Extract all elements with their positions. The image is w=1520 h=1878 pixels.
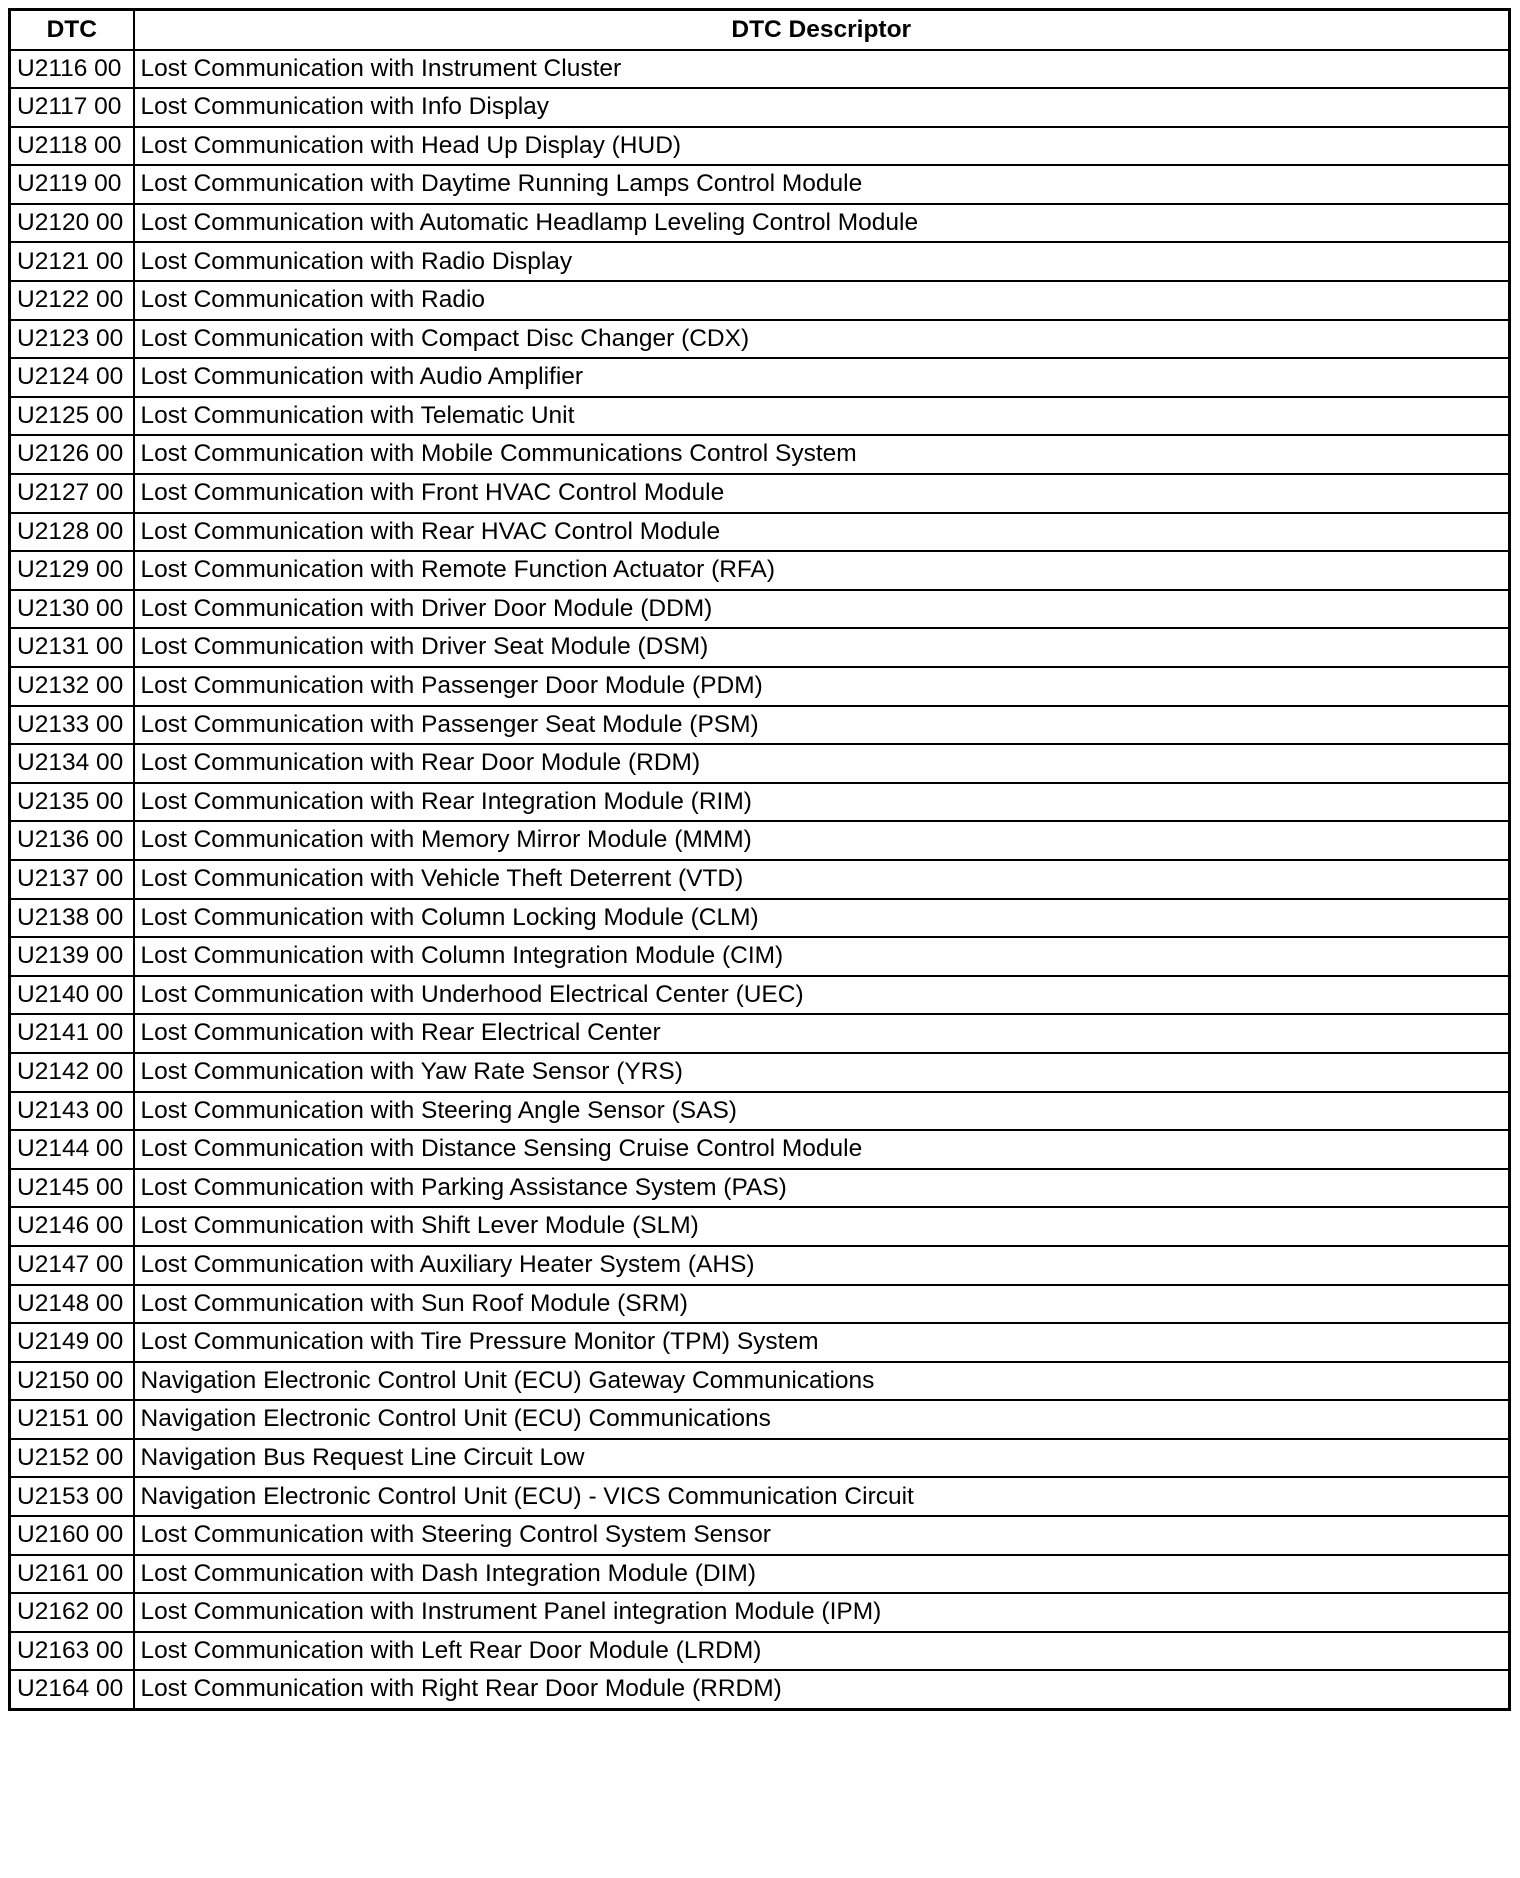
dtc-code: U2140 00 bbox=[10, 976, 134, 1015]
table-row bbox=[10, 513, 1510, 552]
dtc-descriptor: Lost Communication with Rear Integration Module (RIM) bbox=[134, 783, 1510, 822]
dtc-descriptor: Lost Communication with Sun Roof Module (SRM) bbox=[134, 1285, 1510, 1324]
dtc-descriptor: Lost Communication with Instrument Cluster bbox=[134, 50, 1510, 89]
table-row bbox=[10, 1246, 1510, 1285]
dtc-code: U2134 00 bbox=[10, 744, 134, 783]
dtc-code: U2163 00 bbox=[10, 1632, 134, 1671]
table-header bbox=[10, 10, 1510, 50]
dtc-code: U2152 00 bbox=[10, 1439, 134, 1478]
dtc-descriptor: Lost Communication with Rear Door Module (RDM) bbox=[134, 744, 1510, 783]
dtc-descriptor: Lost Communication with Daytime Running Lamps Control Module bbox=[134, 165, 1510, 204]
dtc-code: U2130 00 bbox=[10, 590, 134, 629]
dtc-table bbox=[8, 8, 1511, 1711]
column-header-descriptor: DTC Descriptor bbox=[134, 10, 1510, 50]
dtc-code: U2150 00 bbox=[10, 1362, 134, 1401]
dtc-descriptor: Lost Communication with Distance Sensing Cruise Control Module bbox=[134, 1130, 1510, 1169]
dtc-code: U2125 00 bbox=[10, 397, 134, 436]
dtc-code: U2128 00 bbox=[10, 513, 134, 552]
table-row bbox=[10, 706, 1510, 745]
dtc-descriptor: Lost Communication with Steering Control System Sensor bbox=[134, 1516, 1510, 1555]
table-row bbox=[10, 204, 1510, 243]
dtc-code: U2135 00 bbox=[10, 783, 134, 822]
table-row bbox=[10, 1593, 1510, 1632]
dtc-descriptor: Lost Communication with Underhood Electrical Center (UEC) bbox=[134, 976, 1510, 1015]
table-row bbox=[10, 1400, 1510, 1439]
table-row bbox=[10, 1670, 1510, 1709]
table-row bbox=[10, 821, 1510, 860]
dtc-descriptor: Lost Communication with Remote Function Actuator (RFA) bbox=[134, 551, 1510, 590]
dtc-code: U2131 00 bbox=[10, 628, 134, 667]
dtc-code: U2164 00 bbox=[10, 1670, 134, 1709]
table-row bbox=[10, 1130, 1510, 1169]
table-row bbox=[10, 899, 1510, 938]
table-row bbox=[10, 435, 1510, 474]
table-row bbox=[10, 860, 1510, 899]
dtc-code: U2133 00 bbox=[10, 706, 134, 745]
dtc-descriptor: Lost Communication with Memory Mirror Module (MMM) bbox=[134, 821, 1510, 860]
dtc-descriptor: Lost Communication with Passenger Door Module (PDM) bbox=[134, 667, 1510, 706]
dtc-descriptor: Lost Communication with Right Rear Door Module (RRDM) bbox=[134, 1670, 1510, 1709]
dtc-code: U2118 00 bbox=[10, 127, 134, 166]
table-row bbox=[10, 127, 1510, 166]
dtc-code: U2162 00 bbox=[10, 1593, 134, 1632]
table-row bbox=[10, 1092, 1510, 1131]
table-row bbox=[10, 242, 1510, 281]
header-row bbox=[10, 10, 1510, 50]
dtc-descriptor: Lost Communication with Automatic Headlamp Leveling Control Module bbox=[134, 204, 1510, 243]
dtc-code: U2138 00 bbox=[10, 899, 134, 938]
dtc-descriptor: Navigation Electronic Control Unit (ECU) - VICS Communication Circuit bbox=[134, 1477, 1510, 1516]
table-row bbox=[10, 1362, 1510, 1401]
dtc-code: U2153 00 bbox=[10, 1477, 134, 1516]
dtc-descriptor: Lost Communication with Passenger Seat Module (PSM) bbox=[134, 706, 1510, 745]
dtc-code: U2124 00 bbox=[10, 358, 134, 397]
dtc-descriptor: Lost Communication with Yaw Rate Sensor (YRS) bbox=[134, 1053, 1510, 1092]
dtc-code: U2148 00 bbox=[10, 1285, 134, 1324]
table-row bbox=[10, 937, 1510, 976]
table-row bbox=[10, 165, 1510, 204]
dtc-code: U2120 00 bbox=[10, 204, 134, 243]
dtc-descriptor: Lost Communication with Radio bbox=[134, 281, 1510, 320]
dtc-descriptor: Lost Communication with Compact Disc Changer (CDX) bbox=[134, 320, 1510, 359]
table-row bbox=[10, 1555, 1510, 1594]
dtc-code: U2117 00 bbox=[10, 88, 134, 127]
table-row bbox=[10, 667, 1510, 706]
table-row bbox=[10, 976, 1510, 1015]
dtc-code: U2136 00 bbox=[10, 821, 134, 860]
dtc-code: U2151 00 bbox=[10, 1400, 134, 1439]
dtc-code: U2144 00 bbox=[10, 1130, 134, 1169]
table-row bbox=[10, 50, 1510, 89]
dtc-descriptor: Navigation Electronic Control Unit (ECU) Communications bbox=[134, 1400, 1510, 1439]
dtc-descriptor: Lost Communication with Driver Seat Module (DSM) bbox=[134, 628, 1510, 667]
dtc-descriptor: Lost Communication with Column Integration Module (CIM) bbox=[134, 937, 1510, 976]
table-row bbox=[10, 1516, 1510, 1555]
table-row bbox=[10, 551, 1510, 590]
dtc-descriptor: Navigation Electronic Control Unit (ECU) Gateway Communications bbox=[134, 1362, 1510, 1401]
dtc-descriptor: Lost Communication with Auxiliary Heater System (AHS) bbox=[134, 1246, 1510, 1285]
dtc-descriptor: Lost Communication with Shift Lever Module (SLM) bbox=[134, 1207, 1510, 1246]
table-row bbox=[10, 88, 1510, 127]
dtc-descriptor: Lost Communication with Left Rear Door Module (LRDM) bbox=[134, 1632, 1510, 1671]
dtc-descriptor: Lost Communication with Driver Door Module (DDM) bbox=[134, 590, 1510, 629]
dtc-code: U2146 00 bbox=[10, 1207, 134, 1246]
table-row bbox=[10, 628, 1510, 667]
dtc-descriptor: Lost Communication with Front HVAC Control Module bbox=[134, 474, 1510, 513]
dtc-descriptor: Lost Communication with Head Up Display (HUD) bbox=[134, 127, 1510, 166]
table-row bbox=[10, 1439, 1510, 1478]
dtc-descriptor: Lost Communication with Telematic Unit bbox=[134, 397, 1510, 436]
table-row bbox=[10, 1169, 1510, 1208]
dtc-descriptor: Lost Communication with Parking Assistance System (PAS) bbox=[134, 1169, 1510, 1208]
dtc-code: U2142 00 bbox=[10, 1053, 134, 1092]
dtc-code: U2160 00 bbox=[10, 1516, 134, 1555]
dtc-descriptor: Lost Communication with Mobile Communications Control System bbox=[134, 435, 1510, 474]
dtc-code: U2145 00 bbox=[10, 1169, 134, 1208]
dtc-descriptor: Navigation Bus Request Line Circuit Low bbox=[134, 1439, 1510, 1478]
dtc-code: U2122 00 bbox=[10, 281, 134, 320]
dtc-code: U2129 00 bbox=[10, 551, 134, 590]
table-row bbox=[10, 397, 1510, 436]
dtc-code: U2121 00 bbox=[10, 242, 134, 281]
dtc-code: U2119 00 bbox=[10, 165, 134, 204]
table-row bbox=[10, 1207, 1510, 1246]
dtc-descriptor: Lost Communication with Steering Angle Sensor (SAS) bbox=[134, 1092, 1510, 1131]
dtc-code: U2141 00 bbox=[10, 1014, 134, 1053]
table-row bbox=[10, 744, 1510, 783]
dtc-descriptor: Lost Communication with Radio Display bbox=[134, 242, 1510, 281]
dtc-descriptor: Lost Communication with Rear Electrical Center bbox=[134, 1014, 1510, 1053]
dtc-code: U2139 00 bbox=[10, 937, 134, 976]
dtc-code: U2127 00 bbox=[10, 474, 134, 513]
table-row bbox=[10, 1014, 1510, 1053]
table-row bbox=[10, 1323, 1510, 1362]
table-row bbox=[10, 281, 1510, 320]
dtc-descriptor: Lost Communication with Vehicle Theft Deterrent (VTD) bbox=[134, 860, 1510, 899]
table-row bbox=[10, 1632, 1510, 1671]
dtc-code: U2116 00 bbox=[10, 50, 134, 89]
dtc-code: U2132 00 bbox=[10, 667, 134, 706]
table-row bbox=[10, 320, 1510, 359]
table-row bbox=[10, 590, 1510, 629]
dtc-descriptor: Lost Communication with Instrument Panel integration Module (IPM) bbox=[134, 1593, 1510, 1632]
dtc-code: U2149 00 bbox=[10, 1323, 134, 1362]
table-row bbox=[10, 358, 1510, 397]
dtc-descriptor: Lost Communication with Info Display bbox=[134, 88, 1510, 127]
dtc-descriptor: Lost Communication with Column Locking Module (CLM) bbox=[134, 899, 1510, 938]
table-row bbox=[10, 1053, 1510, 1092]
dtc-descriptor: Lost Communication with Audio Amplifier bbox=[134, 358, 1510, 397]
dtc-descriptor: Lost Communication with Rear HVAC Control Module bbox=[134, 513, 1510, 552]
table-row bbox=[10, 1477, 1510, 1516]
dtc-code: U2123 00 bbox=[10, 320, 134, 359]
dtc-code: U2143 00 bbox=[10, 1092, 134, 1131]
table-row bbox=[10, 1285, 1510, 1324]
dtc-descriptor: Lost Communication with Dash Integration Module (DIM) bbox=[134, 1555, 1510, 1594]
table-row bbox=[10, 783, 1510, 822]
dtc-code: U2126 00 bbox=[10, 435, 134, 474]
dtc-code: U2161 00 bbox=[10, 1555, 134, 1594]
dtc-code: U2147 00 bbox=[10, 1246, 134, 1285]
dtc-code: U2137 00 bbox=[10, 860, 134, 899]
table-body bbox=[10, 50, 1510, 1710]
dtc-descriptor: Lost Communication with Tire Pressure Monitor (TPM) System bbox=[134, 1323, 1510, 1362]
table-row bbox=[10, 474, 1510, 513]
column-header-dtc: DTC bbox=[10, 10, 134, 50]
